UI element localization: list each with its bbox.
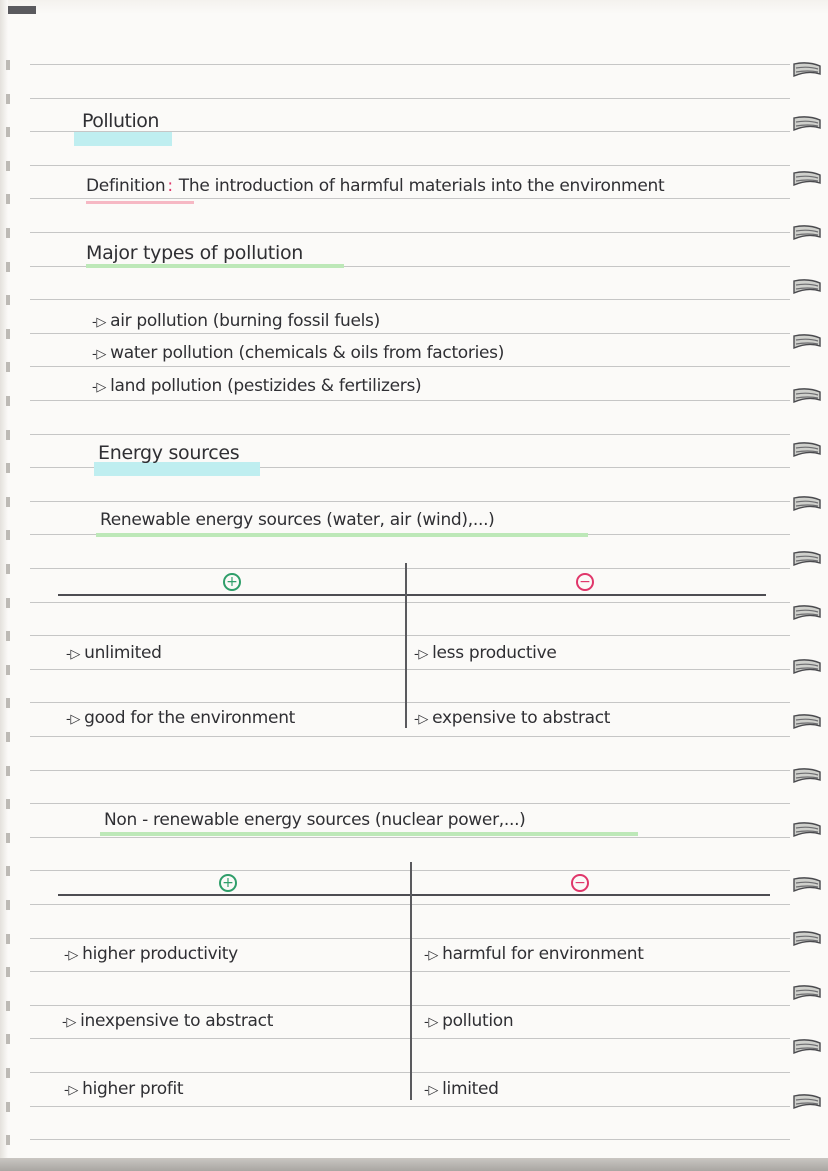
renewable-table-divider <box>405 563 407 728</box>
arrow-icon: -▷ <box>424 1015 439 1030</box>
margin-tick <box>6 665 10 675</box>
plus-icon: + <box>223 573 241 591</box>
renewable-pro-item <box>66 708 295 728</box>
nonrenewable-con-label: harmful for environment <box>442 944 644 964</box>
margin-tick <box>6 934 10 944</box>
title-highlight <box>74 132 172 146</box>
arrow-icon: -▷ <box>414 647 429 662</box>
definition-text: The introduction of harmful materials into the environment <box>178 176 665 196</box>
types-heading-underline <box>86 264 344 268</box>
margin-tick <box>6 900 10 910</box>
nonrenewable-con-item <box>424 1079 499 1099</box>
nonrenewable-con-label: limited <box>442 1079 499 1099</box>
minus-icon: − <box>576 573 594 591</box>
spiral-ring-icon <box>792 114 822 134</box>
renewable-pro-label: good for the environment <box>84 708 296 728</box>
spiral-ring-icon <box>792 223 822 243</box>
ruled-line <box>30 434 790 435</box>
margin-tick <box>6 194 10 204</box>
margin-tick <box>6 430 10 440</box>
spiral-ring-icon <box>792 657 822 677</box>
nonrenewable-pro-label: inexpensive to abstract <box>80 1011 274 1031</box>
renewable-con-label: expensive to abstract <box>432 708 611 728</box>
ruled-line <box>30 736 790 737</box>
margin-tick <box>6 732 10 742</box>
margin-tick <box>6 60 10 70</box>
spiral-ring-icon <box>792 549 822 569</box>
arrow-icon: -▷ <box>414 712 429 727</box>
ruled-line <box>30 1106 790 1107</box>
margin-tick <box>6 127 10 137</box>
nonrenewable-pro-label: higher productivity <box>82 944 238 964</box>
spiral-ring-icon <box>792 929 822 949</box>
margin-tick <box>6 967 10 977</box>
nonrenewable-heading: Non - renewable energy sources (nuclear power,...) <box>104 810 526 830</box>
spiral-ring-icon <box>792 766 822 786</box>
margin-tick <box>6 1068 10 1078</box>
margin-tick <box>6 497 10 507</box>
definition-line <box>86 176 664 196</box>
ruled-line <box>30 64 790 65</box>
spiral-ring-icon <box>792 440 822 460</box>
margin-tick <box>6 1034 10 1044</box>
ruled-line <box>30 501 790 502</box>
margin-tick <box>6 1135 10 1145</box>
plus-icon: + <box>219 874 237 892</box>
spiral-ring-icon <box>792 332 822 352</box>
arrow-icon: -▷ <box>92 380 107 395</box>
ruled-line <box>30 232 790 233</box>
margin-tick <box>6 564 10 574</box>
minus-icon: − <box>571 874 589 892</box>
ruled-line <box>30 1139 790 1140</box>
renewable-table-header-line <box>58 594 766 596</box>
margin-tick <box>6 463 10 473</box>
renewable-pro-item <box>66 643 162 663</box>
spiral-ring-icon <box>792 1092 822 1112</box>
margin-tick <box>6 799 10 809</box>
margin-tick <box>6 1102 10 1112</box>
arrow-icon: -▷ <box>92 315 107 330</box>
arrow-icon: -▷ <box>64 948 79 963</box>
ruled-line <box>30 803 790 804</box>
ruled-line <box>30 299 790 300</box>
nonrenewable-pro-label: higher profit <box>82 1079 184 1099</box>
renewable-heading-underline <box>96 533 588 537</box>
renewable-con-item <box>414 708 610 728</box>
margin-tick <box>6 161 10 171</box>
types-heading: Major types of pollution <box>86 242 304 264</box>
arrow-icon: -▷ <box>92 347 107 362</box>
ruled-line <box>30 568 790 569</box>
arrow-icon: -▷ <box>66 712 81 727</box>
ruled-line <box>30 333 790 334</box>
margin-tick <box>6 866 10 876</box>
margin-tick <box>6 833 10 843</box>
spiral-ring-icon <box>792 386 822 406</box>
nonrenewable-table-header-line <box>58 894 770 896</box>
margin-tick <box>6 631 10 641</box>
spiral-ring-icon <box>792 712 822 732</box>
margin-tick <box>6 262 10 272</box>
margin-tick <box>6 329 10 339</box>
margin-tick <box>6 766 10 776</box>
margin-tick <box>6 396 10 406</box>
ruled-line <box>30 165 790 166</box>
type-item-label: land pollution (pestizides & fertilizers) <box>110 376 422 396</box>
margin-tick <box>6 362 10 372</box>
arrow-icon: -▷ <box>64 1083 79 1098</box>
type-item-label: air pollution (burning fossil fuels) <box>110 311 380 331</box>
nonrenewable-con-label: pollution <box>442 1011 514 1031</box>
renewable-con-label: less productive <box>432 643 557 663</box>
nonrenewable-pro-item <box>64 1079 183 1099</box>
spiral-ring-icon <box>792 169 822 189</box>
nonrenewable-pro-item <box>64 944 238 964</box>
arrow-icon: -▷ <box>424 1083 439 1098</box>
ruled-line <box>30 366 790 367</box>
energy-heading-highlight <box>94 462 260 476</box>
energy-heading: Energy sources <box>98 442 240 464</box>
ruled-line <box>30 770 790 771</box>
nonrenewable-table-divider <box>410 862 412 1100</box>
definition-separator: : <box>167 176 173 196</box>
page-title: Pollution <box>82 110 159 132</box>
type-item-label: water pollution (chemicals & oils from factories) <box>110 343 505 363</box>
page-top-edge <box>0 0 828 14</box>
ruled-line <box>30 198 790 199</box>
margin-tick <box>6 1001 10 1011</box>
margin-tick <box>6 295 10 305</box>
spiral-ring-icon <box>792 277 822 297</box>
nonrenewable-con-item <box>424 944 644 964</box>
page-left-edge <box>0 0 8 1171</box>
nonrenewable-con-item <box>424 1011 513 1031</box>
arrow-icon: -▷ <box>62 1015 77 1030</box>
arrow-icon: -▷ <box>424 948 439 963</box>
ruled-line <box>30 702 790 703</box>
margin-tick <box>6 698 10 708</box>
type-item <box>92 376 421 396</box>
margin-tick <box>6 94 10 104</box>
spiral-ring-icon <box>792 1037 822 1057</box>
ruled-line <box>30 400 790 401</box>
spiral-ring-icon <box>792 983 822 1003</box>
type-item <box>92 311 380 331</box>
spiral-ring-icon <box>792 875 822 895</box>
definition-underline <box>86 201 194 204</box>
ruled-line <box>30 98 790 99</box>
type-item <box>92 343 504 363</box>
arrow-icon: -▷ <box>66 647 81 662</box>
renewable-con-item <box>414 643 557 663</box>
page-bottom-edge <box>0 1158 828 1171</box>
spiral-ring-icon <box>792 494 822 514</box>
ruled-line <box>30 669 790 670</box>
renewable-pro-label: unlimited <box>84 643 162 663</box>
spiral-ring-icon <box>792 820 822 840</box>
ruled-line <box>30 602 790 603</box>
spiral-ring-icon <box>792 60 822 80</box>
renewable-heading: Renewable energy sources (water, air (wind),...) <box>100 510 495 530</box>
ruled-line <box>30 635 790 636</box>
nonrenewable-heading-underline <box>100 832 638 836</box>
margin-tick <box>6 228 10 238</box>
nonrenewable-pro-item <box>62 1011 273 1031</box>
ruled-line <box>30 837 790 838</box>
margin-tick <box>6 598 10 608</box>
definition-label: Definition <box>86 176 166 196</box>
spiral-ring-icon <box>792 603 822 623</box>
margin-tick <box>6 530 10 540</box>
